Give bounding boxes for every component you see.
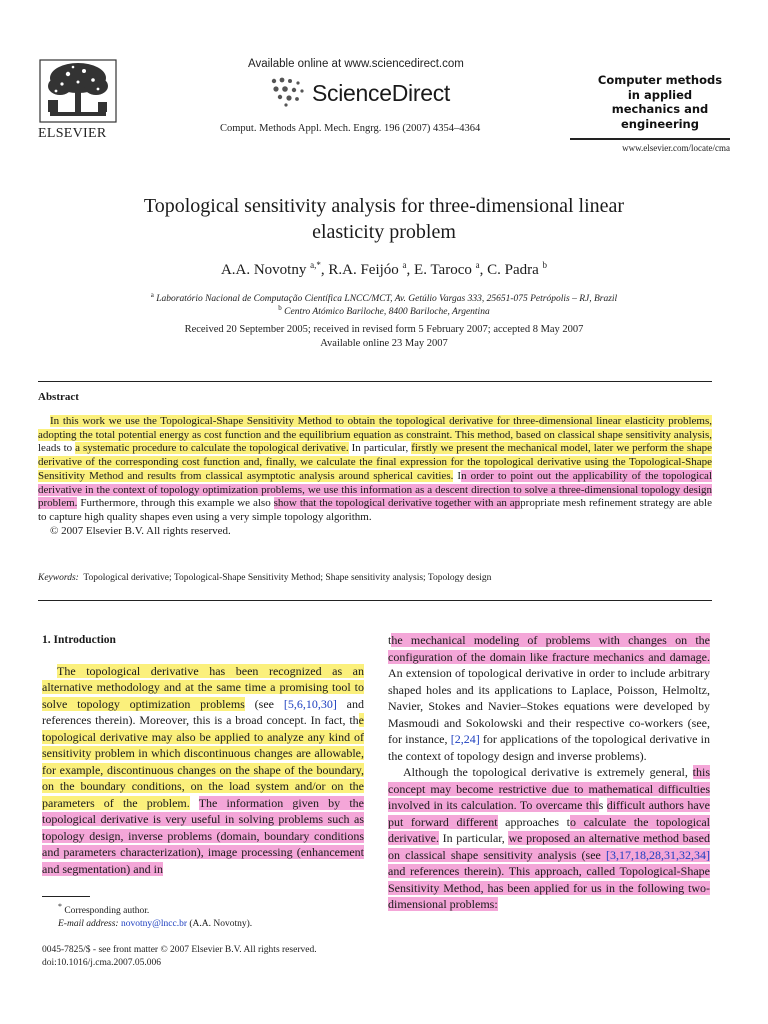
journal-name-line: Computer methods bbox=[597, 73, 723, 87]
citation-link[interactable]: [2,24] bbox=[450, 732, 480, 746]
author-affiliation-mark: b bbox=[542, 260, 548, 270]
received-dates: Received 20 September 2005; received in revised form 5 February 2007; accepted 8 May 2007 bbox=[184, 324, 584, 335]
footnote-text: Corresponding author. bbox=[64, 906, 150, 917]
highlight-pink: o calculate the topological derivative. bbox=[388, 814, 711, 845]
highlight-pink: difficult authors have put forward different bbox=[388, 798, 710, 829]
abstract-text: In particular, bbox=[348, 442, 412, 455]
issn-line: 0045-7825/$ - see front matter © 2007 Elsevier B.V. All rights reserved. bbox=[42, 945, 317, 955]
email-label: E-mail address: bbox=[58, 918, 119, 929]
abstract-top-rule bbox=[38, 381, 712, 382]
body-text: In particular, bbox=[438, 831, 509, 845]
highlight-pink: this concept may become restrictive due to mathematical difficulties involved in its calculation. To overcame thi bbox=[388, 765, 710, 812]
keywords-label: Keywords: bbox=[38, 573, 79, 583]
footnote bbox=[42, 901, 364, 930]
footnote-rule bbox=[42, 896, 90, 897]
highlight-pink: he mechanical modeling of problems with changes on the configuration of the domain like fracture mechanics and damage. bbox=[388, 633, 710, 664]
affiliation-a bbox=[60, 291, 708, 304]
affiliation-b bbox=[60, 304, 708, 317]
abstract-text: I bbox=[453, 469, 462, 482]
body-text: (see bbox=[244, 696, 284, 711]
journal-url[interactable]: www.elsevier.com/locate/cma bbox=[622, 143, 730, 153]
author-affiliation-mark: a bbox=[475, 260, 480, 270]
abstract-text: Furthermore, through this example we also bbox=[77, 497, 274, 510]
body-text: s bbox=[598, 798, 607, 812]
abstract-body bbox=[38, 415, 712, 538]
author-affiliation-mark: a bbox=[402, 260, 407, 270]
sciencedirect-dots-icon bbox=[268, 77, 310, 112]
body-text: Although the topological derivative is extremely general, bbox=[403, 765, 693, 779]
intro-paragraph bbox=[388, 764, 710, 913]
abstract-heading: Abstract bbox=[38, 391, 79, 403]
journal-name-line: in applied bbox=[627, 87, 693, 102]
body-text: approaches t bbox=[497, 814, 571, 829]
available-online-notice: Available online at www.sciencedirect.com bbox=[248, 58, 464, 70]
journal-name-line: mechanics and bbox=[611, 102, 709, 116]
highlight-yellow: In this work we use the Topological-Shape Sensitivity Method to obtain the topological derivative for three-dimensional linear elasticity problems, adopting the total potential energy as cost function and the equilibrium equation as constraint. This method, based on classical shape sensitivity analysis, bbox=[38, 415, 712, 441]
highlight-yellow: a systematic procedure to calculate the topological derivative. bbox=[75, 442, 349, 455]
keywords-text: Topological derivative; Topological-Shape Sensitivity Method; Shape sensitivity analysis; Topology design bbox=[83, 573, 492, 583]
left-column bbox=[42, 632, 364, 877]
sciencedirect-wordmark: ScienceDirect bbox=[312, 80, 450, 106]
author-list: A.A. Novotny $^{a,*}$, R.A. Feijóo $^a$, E. Taroco $^a$, C. Padra $^b$ bbox=[220, 260, 548, 278]
body-text: we proposed an alternative method based on classical shape sensitivity analysis (see bbox=[388, 831, 710, 862]
author-affiliation-mark: a,* bbox=[310, 260, 321, 270]
title-line: elasticity problem bbox=[312, 221, 456, 243]
author-name: E. Taroco bbox=[414, 262, 472, 278]
author-name: R.A. Feijóo bbox=[328, 262, 399, 278]
affiliation-text: Centro Atómico Bariloche, 8400 Bariloche, Argentina bbox=[284, 307, 490, 318]
highlight-yellow: e topological derivative may also be applied to analyze any kind of sensitivity problem in which discontinuous changes are allowable, for example, discontinuous changes on the shape of the boundary, on the boundary conditions, on the load system and/or on the parameters of the problem. bbox=[42, 713, 364, 810]
continued-paragraph bbox=[388, 632, 710, 764]
highlight-pink: The information given by the topological derivative is very useful in solving problems such as topology design, inverse problems (domain, boundary conditions and parameters characterization), image processing (enhancement and segmentation) and in bbox=[42, 795, 364, 876]
footnote-line bbox=[42, 918, 364, 931]
affiliation-marker: a bbox=[150, 291, 154, 299]
abstract-text: propriate mesh refinement strategy are able to capture high quality shapes even using a very simple topology algorithm. bbox=[38, 497, 712, 523]
body-text: and references therein). Moreover, this is a broad concept. In fact, th bbox=[42, 696, 364, 727]
elsevier-tree-logo bbox=[38, 58, 118, 124]
abstract-text: leads to bbox=[38, 442, 76, 455]
email-link[interactable]: novotny@lncc.br bbox=[120, 918, 187, 929]
title-line: Topological sensitivity analysis for three-dimensional linear bbox=[143, 195, 625, 217]
front-matter bbox=[42, 944, 422, 969]
journal-name bbox=[585, 73, 735, 131]
copyright-notice: © 2007 Elsevier B.V. All rights reserved. bbox=[50, 524, 231, 537]
footnote-marker: * bbox=[58, 902, 62, 911]
citation-link[interactable]: [3,17,18,28,31,32,34] bbox=[606, 847, 710, 862]
doi-line[interactable]: doi:10.1016/j.cma.2007.05.006 bbox=[42, 957, 162, 968]
body-text: t bbox=[388, 633, 392, 647]
author-name: C. Padra bbox=[487, 262, 539, 278]
intro-paragraph bbox=[42, 663, 364, 878]
highlight-yellow: firstly we present the mechanical model, later we perform the shape derivative of the corresponding cost function and, finally, we calculate the final expression for the topological derivative using the Topological-Shape Sensitivity Method and results from classical asymptotic analysis around spherical cavities. bbox=[38, 442, 712, 482]
body-text: for applications of the topological derivative in the context of topology design and inverse problems). bbox=[388, 732, 710, 763]
body-text bbox=[190, 796, 199, 810]
abstract-bottom-rule bbox=[38, 600, 712, 601]
online-date: Available online 23 May 2007 bbox=[320, 338, 448, 349]
right-column bbox=[388, 632, 710, 913]
keywords bbox=[38, 573, 712, 583]
footnote-line bbox=[42, 901, 364, 918]
highlight-pink: n order to point out the applicability of the topological derivative in the context of topology optimization problems, we use this information as a descent direction to solve a three-dimensional topology design problem. bbox=[38, 469, 712, 510]
citation-link[interactable]: [5,6,10,30] bbox=[283, 696, 337, 711]
section-heading: 1. Introduction bbox=[42, 634, 116, 646]
journal-divider bbox=[570, 138, 730, 140]
affiliation-marker: b bbox=[278, 304, 282, 312]
author-name: A.A. Novotny bbox=[220, 262, 307, 278]
highlight-yellow: The topological derivative has been recognized as an alternative methodology and at the same time a promising tool to solve topology optimization problems bbox=[42, 663, 364, 711]
journal-citation: Comput. Methods Appl. Mech. Engrg. 196 (2007) 4354–4364 bbox=[220, 123, 481, 134]
body-text: and references therein). This approach, called Topological-Shape Sensitivity Method, has been applied for us in the following two-dimensional problems: bbox=[388, 864, 710, 911]
journal-name-line: engineering bbox=[621, 116, 699, 131]
email-person: (A.A. Novotny). bbox=[189, 918, 253, 929]
affiliation-text: Laboratório Nacional de Computação Científica LNCC/MCT, Av. Getúlio Vargas 333, 25651-075 Petrópolis – RJ, Brazil bbox=[156, 294, 618, 305]
body-text: An extension of topological derivative in order to include arbitrary shaped holes and its applications to Laplace, Poisson, Helmoltz, Navier, Stokes and Navier–Stokes equations were developed by Masmoudi and Sokolowski and their respective co-workers (see, for instance, bbox=[388, 666, 710, 746]
abstract-paragraph bbox=[38, 415, 712, 525]
article-title bbox=[60, 193, 708, 245]
publisher-name: ELSEVIER bbox=[38, 126, 107, 141]
highlight-pink: show that the topological derivative together with an ap bbox=[273, 497, 521, 510]
